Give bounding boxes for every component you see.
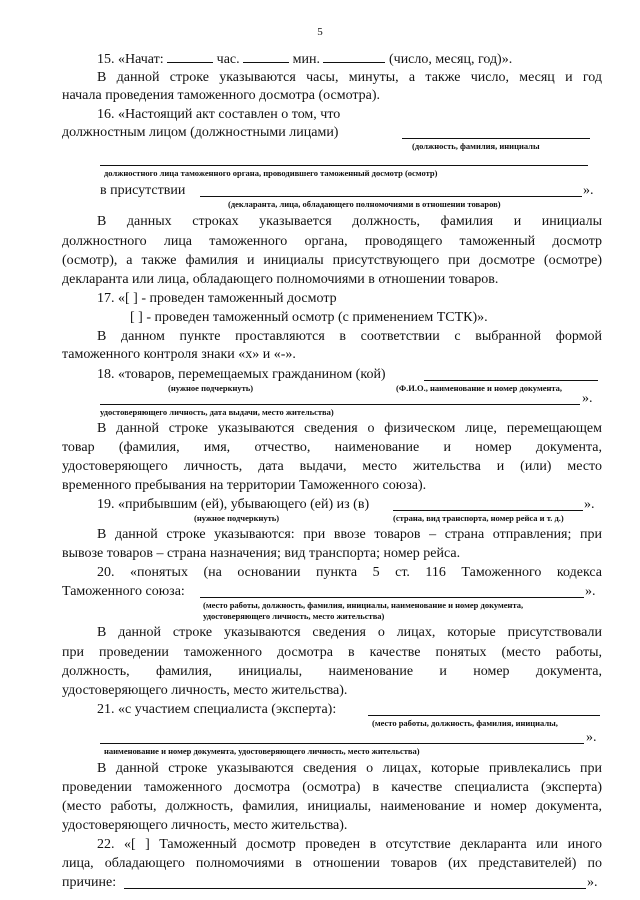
item-16-caption-3: (декларанта, лица, обладающего полномочиями в отношении товаров) bbox=[228, 199, 501, 209]
item-19-caption-2: (страна, вид транспорта, номер рейса и т. д.) bbox=[393, 513, 564, 523]
item-19-caption-1: (нужное подчеркнуть) bbox=[194, 513, 280, 523]
item-17-desc-1: В данном пункте проставляются в соответствии с выбранной формой bbox=[97, 329, 602, 344]
expert-blank bbox=[368, 715, 600, 716]
item-22-end: ». bbox=[587, 875, 598, 890]
item-20-caption-2: удостоверяющего личность, место жительства) bbox=[203, 611, 385, 621]
item-22-line-3: причине: bbox=[62, 875, 117, 890]
minutes-blank bbox=[243, 50, 289, 63]
item-20-caption-1: (место работы, должность, фамилия, инициалы, наименование и номер документа, bbox=[203, 600, 524, 610]
item-15-start: 15. «Начат: bbox=[97, 52, 164, 67]
item-21-desc-3: (место работы, должность, фамилия, инициалы, наименование и номер документа, bbox=[62, 799, 602, 814]
expert-blank-2 bbox=[100, 743, 584, 744]
official-blank-2 bbox=[100, 165, 588, 166]
presence-blank bbox=[200, 196, 582, 197]
item-15-desc-2: начала проведения таможенного досмотра (осмотра). bbox=[62, 88, 381, 103]
item-20-line-1: 20. «понятых (на основании пункта 5 ст. 116 Таможенного кодекса bbox=[97, 565, 602, 580]
country-blank bbox=[393, 510, 583, 511]
item-18-line-1: 18. «товаров, перемещаемых гражданином (кой) bbox=[97, 367, 386, 382]
item-18-desc-1: В данной строке указываются сведения о физическом лице, перемещающем bbox=[97, 421, 602, 436]
item-20-desc-1: В данной строке указываются сведения о лицах, которые присутствовали bbox=[97, 625, 602, 640]
item-17-option-2: [ ] - проведен таможенный осмотр (с применением ТСТК)». bbox=[130, 310, 488, 325]
item-15-line bbox=[97, 50, 602, 68]
item-21-line-1: 21. «с участием специалиста (эксперта): bbox=[97, 702, 337, 717]
item-16-caption-2: должностного лица таможенного органа, проводившего таможенный досмотр (осмотр) bbox=[104, 168, 438, 178]
item-16-desc-2: должностного лица таможенного органа, проводящего таможенный досмотр bbox=[62, 234, 602, 249]
item-20-desc-3: должность, фамилия, инициалы, наименование и номер документа, bbox=[62, 664, 602, 679]
item-21-caption-2: наименование и номер документа, удостоверяющего личность, место жительства) bbox=[104, 746, 420, 756]
item-21-end: ». bbox=[586, 730, 597, 745]
reason-blank bbox=[124, 888, 586, 889]
minutes-label: мин. bbox=[292, 52, 320, 67]
item-16-line-2: должностным лицом (должностными лицами) bbox=[62, 125, 339, 140]
item-16-line-1: 16. «Настоящий акт составлен о том, что bbox=[97, 107, 341, 122]
item-20-desc-2: при проведении таможенного досмотра в качестве понятых (место работы, bbox=[62, 645, 602, 660]
item-17-desc-2: таможенного контроля знаки «x» и «-». bbox=[62, 347, 296, 362]
presence-end: ». bbox=[583, 183, 594, 198]
item-18-desc-2: товар (фамилия, имя, отчество, наименование и номер документа, bbox=[62, 440, 602, 455]
item-16-desc-3: (осмотр), а также фамилия и инициалы присутствующего при досмотре (осмотре) bbox=[62, 253, 602, 268]
item-16-desc-1: В данных строках указывается должность, фамилия и инициалы bbox=[97, 214, 602, 229]
item-18-desc-4: временного пребывания на территории Таможенного союза). bbox=[62, 478, 427, 493]
item-19-end: ». bbox=[584, 497, 595, 512]
citizen-blank-2 bbox=[100, 404, 580, 405]
item-21-desc-1: В данной строке указываются сведения о лицах, которые привлекались при bbox=[97, 761, 602, 776]
date-blank bbox=[323, 50, 385, 63]
item-18-end: ». bbox=[582, 391, 593, 406]
item-19-desc-1: В данной строке указываются: при ввозе товаров – страна отправления; при bbox=[97, 527, 602, 542]
item-18-caption-1: (нужное подчеркнуть) bbox=[168, 383, 254, 393]
item-18-caption-3: удостоверяющего личность, дата выдачи, место жительства) bbox=[100, 407, 334, 417]
page-number: 5 bbox=[317, 26, 323, 38]
item-18-caption-2: (Ф.И.О., наименование и номер документа, bbox=[396, 383, 563, 393]
item-21-desc-2: проведении таможенного досмотра (осмотра) в качестве специалиста (эксперта) bbox=[62, 780, 602, 795]
witnesses-blank bbox=[200, 597, 584, 598]
item-16-desc-4: декларанта или лица, обладающего полномочиями в отношении товаров. bbox=[62, 272, 499, 287]
item-15-desc-1: В данной строке указываются часы, минуты, а также число, месяц и год bbox=[97, 70, 602, 85]
item-20-line-2: Таможенного союза: bbox=[62, 584, 185, 599]
hours-blank bbox=[167, 50, 213, 63]
item-22-line-1: 22. «[ ] Таможенный досмотр проведен в отсутствие декларанта или иного bbox=[97, 837, 602, 852]
item-17-option-1: 17. «[ ] - проведен таможенный досмотр bbox=[97, 291, 337, 306]
item-19-line-1: 19. «прибывшим (ей), убывающего (ей) из (в) bbox=[97, 497, 370, 512]
official-blank bbox=[402, 138, 590, 139]
presence-label: в присутствии bbox=[100, 183, 186, 198]
citizen-blank bbox=[424, 380, 598, 381]
item-20-desc-4: удостоверяющего личность, место жительства). bbox=[62, 683, 348, 698]
hours-label: час. bbox=[216, 52, 240, 67]
item-16-caption-1: (должность, фамилия, инициалы bbox=[412, 141, 540, 151]
item-20-end: ». bbox=[585, 584, 596, 599]
date-label: (число, месяц, год)». bbox=[388, 52, 513, 67]
item-18-desc-3: удостоверяющего личность, дата выдачи, место жительства и (или) место bbox=[62, 459, 602, 474]
item-22-line-2: лица, обладающего полномочиями в отношении товаров (их представителей) по bbox=[62, 856, 602, 871]
item-19-desc-2: вывозе товаров – страна назначения; вид транспорта; номер рейса. bbox=[62, 546, 461, 561]
item-21-desc-4: удостоверяющего личность, место жительства). bbox=[62, 818, 348, 833]
item-21-caption-1: (место работы, должность, фамилия, инициалы, bbox=[372, 718, 558, 728]
